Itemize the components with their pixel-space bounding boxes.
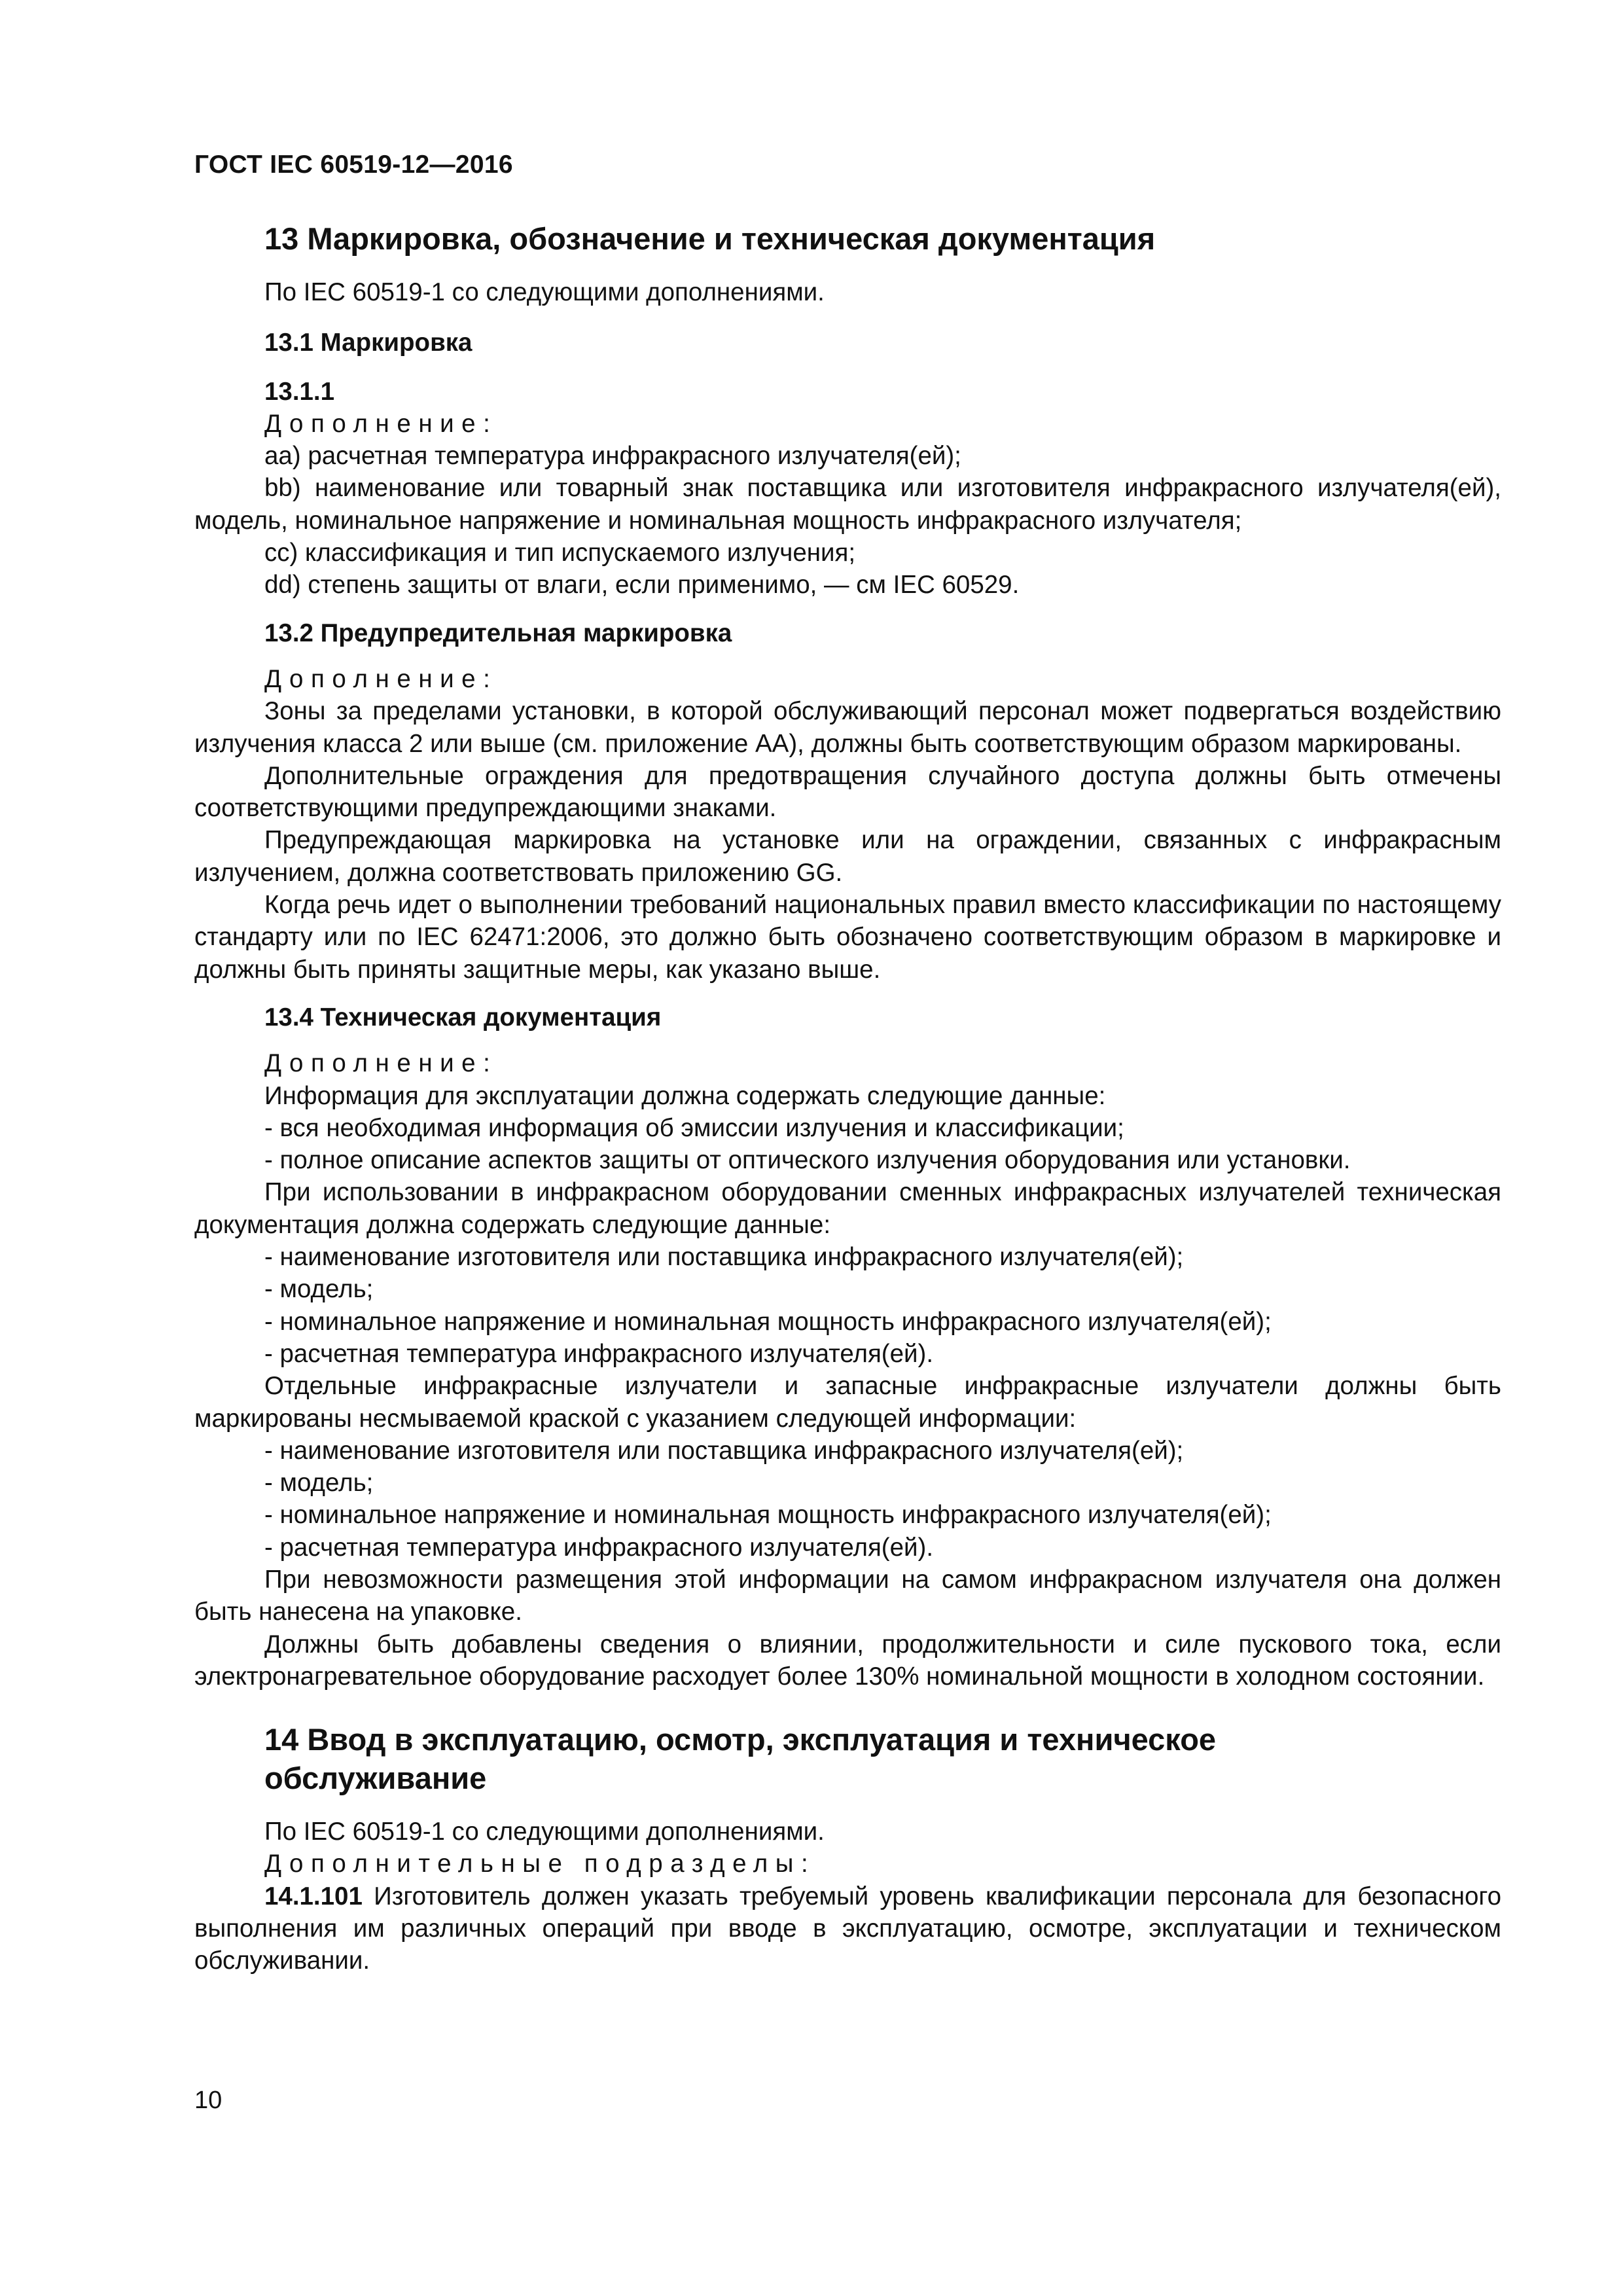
list-item: - вся необходимая информация об эмиссии излучения и классификации; bbox=[264, 1113, 1124, 1142]
clause-14-1-101-text: Изготовитель должен указать требуемый уровень квалификации персонала для безопасного выполнения им различных операций при вводе в эксплуатацию, осмотре, эксплуатации и техническом обслуживании. bbox=[194, 1882, 1501, 1975]
paragraph: Дополнительные ограждения для предотвращения случайного доступа должны быть отмечены соответствующими предупреждающими знаками. bbox=[194, 761, 1501, 823]
addition-label: Дополнение: bbox=[264, 1049, 498, 1078]
paragraph: При использовании в инфракрасном оборудовании сменных инфракрасных излучателей техническая документация должна содержать следующие данные: bbox=[194, 1178, 1501, 1239]
section-13-intro: По IEC 60519-1 со следующими дополнениями. bbox=[264, 278, 825, 306]
section-13-4-heading: 13.4 Техническая документация bbox=[264, 1003, 662, 1031]
list-item-aa: аа) расчетная температура инфракрасного излучателя(ей); bbox=[264, 442, 961, 471]
paragraph: При невозможности размещения этой информации на самом инфракрасном излучателя она должен быть нанесена на упаковке. bbox=[194, 1565, 1501, 1626]
document-header: ГОСТ IEC 60519-12—2016 bbox=[194, 151, 513, 179]
list-item-cc: cc) классификация и тип испускаемого излучения; bbox=[264, 539, 856, 567]
list-item: - номинальное напряжение и номинальная мощность инфракрасного излучателя(ей); bbox=[264, 1501, 1272, 1530]
paragraph: Должны быть добавлены сведения о влиянии, продолжительности и силе пускового тока, если электронагревательное оборудование расходует более 130% номинальной мощности в холодном состоянии. bbox=[194, 1630, 1501, 1691]
list-item: - наименование изготовителя или поставщика инфракрасного излучателя(ей); bbox=[264, 1243, 1184, 1272]
list-item-dd: dd) степень защиты от влаги, если применимо, — см IEC 60529. bbox=[264, 571, 1020, 600]
list-item: - номинальное напряжение и номинальная мощность инфракрасного излучателя(ей); bbox=[264, 1307, 1272, 1336]
addition-label: Дополнение: bbox=[264, 664, 498, 693]
section-14-intro: По IEC 60519-1 со следующими дополнениями. bbox=[264, 1818, 825, 1846]
paragraph: Зоны за пределами установки, в которой обслуживающий персонал может подвергаться воздействию излучения класса 2 или выше (см. приложение АА), должны быть соответствующим образом маркированы. bbox=[194, 697, 1501, 758]
paragraph: Когда речь идет о выполнении требований национальных правил вместо классификации по настоящему стандарту или по IEC 62471:2006, это должно быть обозначено соответствующим образом в маркировке и должны быть приняты защитные меры, как указано выше. bbox=[194, 891, 1501, 984]
clause-13-1-1: 13.1.1 bbox=[264, 377, 335, 406]
section-13-1-heading: 13.1 Маркировка bbox=[264, 329, 473, 357]
page-number: 10 bbox=[194, 2087, 223, 2114]
paragraph: Предупреждающая маркировка на установке или на ограждении, связанных с инфракрасным излучением, должна соответствовать приложению GG. bbox=[194, 826, 1501, 887]
clause-14-1-101-number: 14.1.101 bbox=[264, 1882, 363, 1910]
additional-subsections-label: Дополнительные подразделы: bbox=[264, 1850, 816, 1878]
paragraph: Информация для эксплуатации должна содержать следующие данные: bbox=[264, 1081, 1106, 1110]
list-item: - модель; bbox=[264, 1469, 374, 1498]
page-content bbox=[194, 219, 1501, 1977]
section-13-2-heading: 13.2 Предупредительная маркировка bbox=[264, 619, 732, 647]
list-item: - расчетная температура инфракрасного излучателя(ей). bbox=[264, 1533, 934, 1562]
addition-label: Дополнение: bbox=[264, 409, 498, 438]
list-item: - наименование изготовителя или поставщика инфракрасного излучателя(ей); bbox=[264, 1436, 1184, 1465]
list-item: - модель; bbox=[264, 1275, 374, 1304]
list-item: - полное описание аспектов защиты от оптического излучения оборудования или установки. bbox=[264, 1146, 1351, 1175]
section-14-heading: 14 Ввод в эксплуатацию, осмотр, эксплуатация и техническое обслуживание bbox=[264, 1722, 1217, 1796]
section-13-heading: 13 Маркировка, обозначение и техническая документация bbox=[264, 221, 1156, 256]
list-item: - расчетная температура инфракрасного излучателя(ей). bbox=[264, 1339, 934, 1368]
clause-14-1-101 bbox=[194, 1880, 1501, 1977]
list-item-bb: bb) наименование или товарный знак поставщика или изготовителя инфракрасного излучателя(ей), модель, номинальное напряжение и номинальная мощность инфракрасного излучателя; bbox=[194, 474, 1501, 535]
paragraph: Отдельные инфракрасные излучатели и запасные инфракрасные излучатели должны быть маркированы несмываемой краской с указанием следующей информации: bbox=[194, 1372, 1501, 1433]
